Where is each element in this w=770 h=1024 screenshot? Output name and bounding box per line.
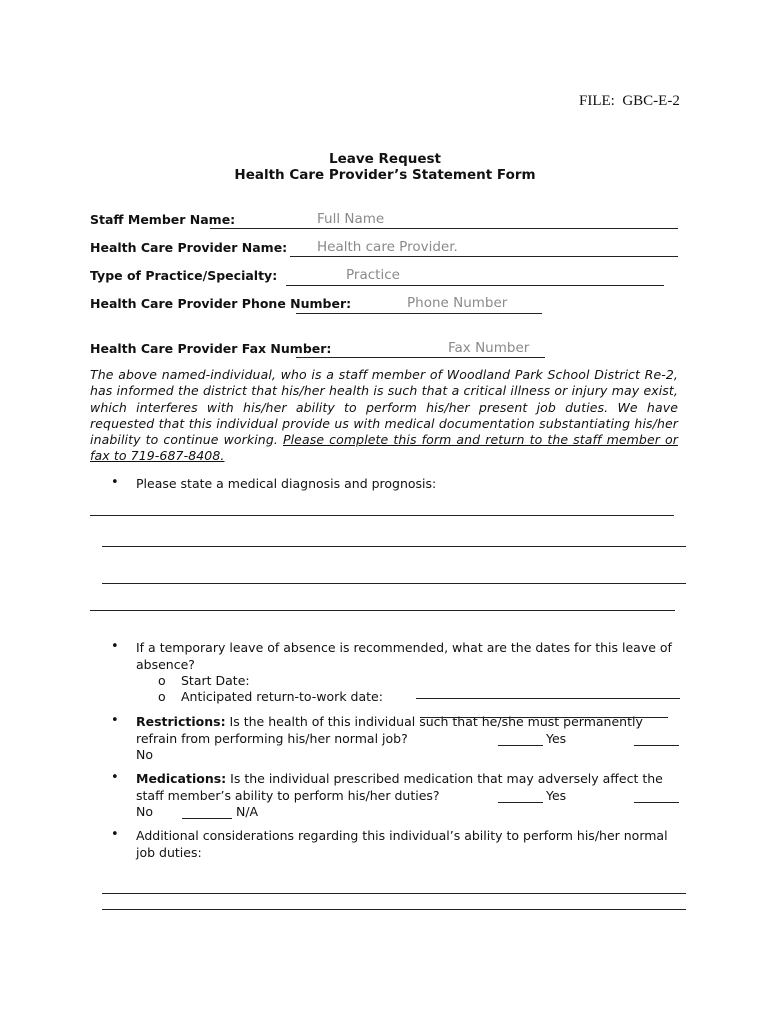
leave-dates-question: If a temporary leave of absence is recommended, what are the dates for this leave of absence?	[136, 640, 672, 672]
restrictions-question	[136, 714, 656, 747]
diagnosis-line-1[interactable]	[90, 515, 674, 516]
additional-question: Additional considerations regarding this individual’s ability to perform his/her normal job duties:	[136, 828, 668, 860]
phone-field[interactable]	[407, 294, 542, 312]
practice-label: Type of Practice/Specialty:	[90, 268, 278, 283]
medications-no-label: No	[136, 804, 153, 819]
diagnosis-line-4[interactable]	[90, 610, 675, 611]
medications-title: Medications:	[136, 771, 227, 786]
restrictions-line	[420, 717, 668, 718]
diagnosis-line-3[interactable]	[102, 583, 686, 584]
diagnosis-question: Please state a medical diagnosis and prognosis:	[136, 476, 437, 491]
staff-name-field[interactable]	[317, 210, 657, 228]
sub-bullet-icon: o	[158, 673, 166, 688]
restrictions-no-label: No	[136, 747, 153, 762]
return-date-field[interactable]	[416, 698, 680, 699]
medications-no-field[interactable]	[634, 802, 679, 803]
restrictions-yes-field[interactable]	[498, 745, 543, 746]
bullet-icon: •	[111, 475, 119, 490]
phone-label: Health Care Provider Phone Number:	[90, 296, 352, 311]
bullet-icon: •	[111, 770, 119, 785]
practice-field[interactable]	[346, 266, 646, 284]
provider-name-underline	[290, 256, 678, 257]
sub-bullet-icon: o	[158, 689, 166, 704]
additional-line-1[interactable]	[102, 893, 686, 894]
diagnosis-line-2[interactable]	[102, 546, 686, 547]
medications-na-label: N/A	[236, 804, 259, 819]
fax-label: Health Care Provider Fax Number:	[90, 341, 332, 356]
bullet-icon: •	[111, 827, 119, 842]
intro-paragraph	[90, 367, 678, 465]
medications-na-field[interactable]	[182, 818, 232, 819]
return-date-label: Anticipated return-to-work date:	[181, 689, 383, 704]
start-date-label: Start Date:	[181, 673, 250, 688]
intro-text: The above named-individual, who is a staff member of Woodland Park School District Re-2, has informed the district that his/her health is such that a critical illness or injury may exist, which interferes with his/her ability to perform his/her present job duties. We have requested that this individual provide us with medical documentation substantiating his/her inability to continue working.	[90, 367, 678, 448]
form-subtitle: Health Care Provider’s Statement Form	[234, 167, 536, 183]
additional-line-2[interactable]	[102, 909, 686, 910]
restrictions-no-field[interactable]	[634, 745, 679, 746]
bullet-icon: •	[111, 639, 119, 654]
fax-underline	[296, 357, 545, 358]
medications-question	[136, 771, 681, 804]
medications-yes-field[interactable]	[498, 802, 543, 803]
intro-instruction: Please complete this form and return to the staff member or fax to 719-687-8408.	[90, 432, 678, 464]
practice-underline	[286, 285, 664, 286]
form-title: Leave Request	[329, 151, 441, 167]
medications-yes-label: Yes	[546, 788, 567, 803]
staff-name-label: Staff Member Name:	[90, 212, 236, 227]
provider-name-label: Health Care Provider Name:	[90, 240, 288, 255]
restrictions-yes-label: Yes	[546, 731, 567, 746]
file-code: FILE: GBC-E-2	[579, 93, 680, 109]
phone-underline	[296, 313, 542, 314]
restrictions-title: Restrictions:	[136, 714, 226, 729]
provider-name-field[interactable]	[317, 238, 657, 256]
fax-field[interactable]	[448, 339, 544, 357]
restrictions-text: Is the health of this individual such that he/she must permanently refrain from performing his/her normal job?	[136, 714, 643, 746]
staff-name-underline	[210, 228, 678, 229]
medications-text: Is the individual prescribed medication that may adversely affect the staff member’s ability to perform his/her duties?	[136, 771, 663, 803]
bullet-icon: •	[111, 713, 119, 728]
